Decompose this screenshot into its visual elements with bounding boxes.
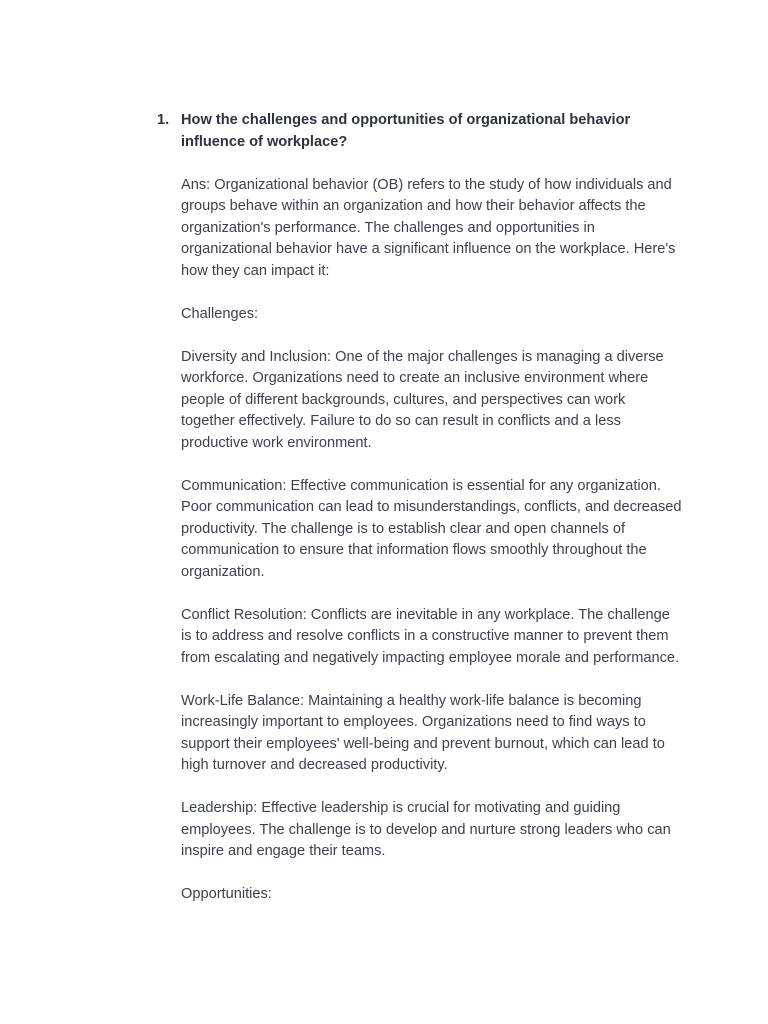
question-item	[157, 110, 682, 927]
opportunities-heading: Opportunities:	[181, 886, 272, 902]
question-number: 1.	[157, 112, 170, 128]
challenge-conflict-resolution: Conflict Resolution: Conflicts are inevitable in any workplace. The challenge is to address and resolve conflicts in a constructive manner to prevent them from escalating and negatively impacting employee morale and performance.	[181, 606, 680, 666]
question-body	[181, 110, 682, 906]
challenges-heading: Challenges:	[181, 305, 259, 322]
challenge-diversity-inclusion: Diversity and Inclusion: One of the major challenges is managing a diverse workforce. Organizations need to create an inclusive environment where people of different backgrounds, cultures, and perspectives can work together effectively. Failure to do so can result in conflicts and a less productive work environment.	[181, 348, 664, 451]
question-title: How the challenges and opportunities of organizational behavior influence of workplace?	[181, 112, 631, 150]
challenge-communication: Communication: Effective communication is essential for any organization. Poor communication can lead to misunderstandings, conflicts, and decreased productivity. The challenge is to establish clear and open channels of communication to ensure that information flows smoothly throughout the organization.	[181, 477, 682, 580]
answer-intro: Ans: Organizational behavior (OB) refers to the study of how individuals and groups behave within an organization and how their behavior affects the organization's performance. The challenges and opportunities in organizational behavior have a significant influence on the workplace. Here's how they can impact it:	[181, 176, 676, 279]
challenge-leadership: Leadership: Effective leadership is crucial for motivating and guiding employees. The challenge is to develop and nurture strong leaders who can inspire and engage their teams.	[181, 800, 671, 859]
challenge-work-life-balance: Work-Life Balance: Maintaining a healthy work-life balance is becoming increasingly important to employees. Organizations need to find ways to support their employees' well-being and prevent burnout, which can lead to high turnover and decreased productivity.	[181, 692, 665, 773]
